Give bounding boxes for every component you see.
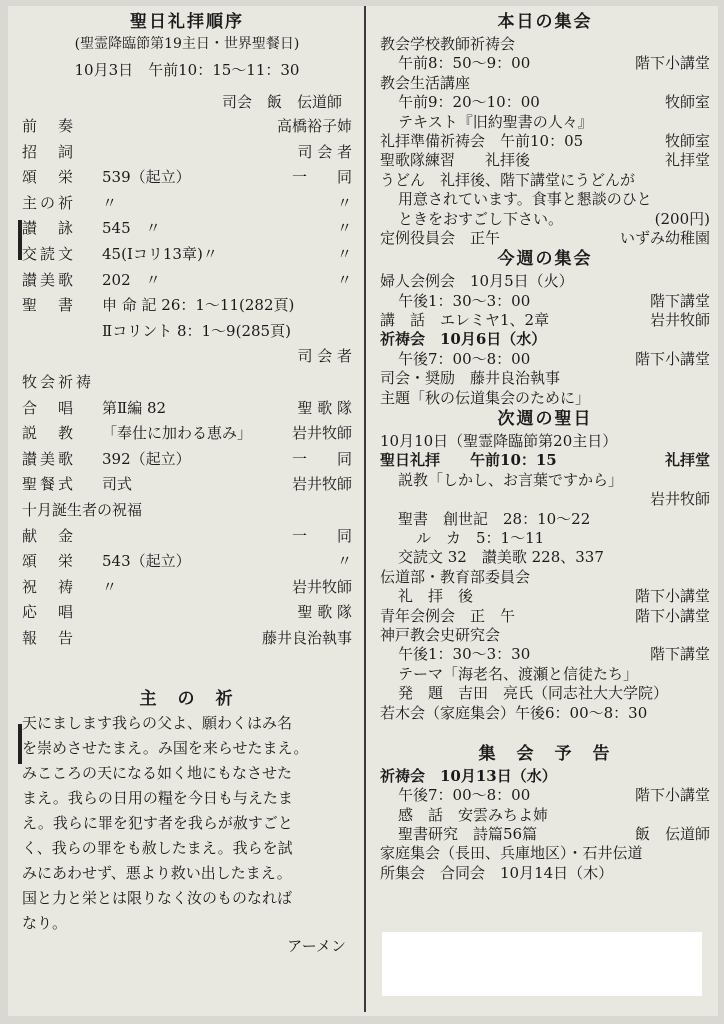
next-text: 10月10日（聖霊降臨節第20主日） xyxy=(380,432,618,451)
order-item: 牧会祈祷 xyxy=(22,372,95,391)
order-item: 合 唱 xyxy=(22,398,77,417)
notice-list xyxy=(380,766,710,882)
next-text: 聖日礼拝 午前10：15 xyxy=(380,451,557,470)
order-row xyxy=(22,218,352,244)
next-text: 発 題 吉田 亮氏（同志社大大学院） xyxy=(398,684,669,703)
order-detail: 司式 xyxy=(102,475,133,494)
order-detail: 202 〃 xyxy=(102,270,161,289)
order-row xyxy=(22,116,352,142)
prayer-line: え。我らに罪を犯す者を我らが赦すごと xyxy=(22,814,293,833)
today-text: 午前9：20〜10：00 xyxy=(398,93,540,112)
today-line xyxy=(380,92,710,111)
week-line xyxy=(380,329,710,348)
order-person: 岩井牧師 xyxy=(291,424,352,443)
order-person: 一 同 xyxy=(291,526,352,545)
order-person: 〃 xyxy=(336,219,352,238)
order-item: 説 教 xyxy=(22,424,77,443)
next-line xyxy=(380,509,710,528)
order-row xyxy=(22,398,352,424)
lords-prayer-title: 主 の 祈 xyxy=(139,689,235,710)
today-title: 本日の集会 xyxy=(497,12,593,32)
service-datetime: 10月3日 午前10：15〜11：30 xyxy=(74,61,300,79)
today-text: 教会生活講座 xyxy=(380,73,471,92)
today-line xyxy=(380,189,710,208)
today-line xyxy=(380,150,710,169)
today-text: 用意されています。食事と懇談のひと xyxy=(398,190,652,209)
next-text: テーマ「海老名、渡瀬と信徒たち」 xyxy=(398,664,639,683)
week-text: 祈祷会 10月6日（水） xyxy=(380,330,547,349)
blank-area xyxy=(382,932,702,996)
next-line xyxy=(380,489,710,508)
order-detail: 申 命 記 26：1〜11(282頁) xyxy=(102,296,295,315)
order-detail: 〃 xyxy=(102,193,118,212)
order-person: 聖 歌 隊 xyxy=(297,603,352,622)
prayer-line: を崇めさせたまえ。み国を来らせたまえ。 xyxy=(22,739,309,758)
order-detail: 545 〃 xyxy=(102,219,161,238)
today-place: (200円) xyxy=(654,209,710,228)
order-item: 招 詞 xyxy=(22,142,77,161)
order-row xyxy=(22,526,352,552)
next-line xyxy=(380,683,710,702)
next-line xyxy=(380,450,710,469)
prayer-line: みにあわせず、悪より救い出したまえ。 xyxy=(22,864,292,883)
order-person: 〃 xyxy=(336,270,352,289)
order-row xyxy=(22,244,352,270)
service-subtitle: (聖霊降臨節第19主日・世界聖餐日) xyxy=(74,36,300,52)
order-person: 司 会 者 xyxy=(297,347,352,366)
order-row xyxy=(22,193,352,219)
prayer-line: 天にまします我らの父よ、願わくはみ名 xyxy=(22,714,293,733)
order-detail: 539（起立） xyxy=(102,168,191,187)
next-line xyxy=(380,664,710,683)
order-row xyxy=(22,423,352,449)
order-detail: 543（起立） xyxy=(102,552,191,571)
prayer-line: く、我らの罪をも赦したまえ。我らを試 xyxy=(22,839,293,858)
next-line xyxy=(380,625,710,644)
order-row xyxy=(22,270,352,296)
week-place: 岩井牧師 xyxy=(649,311,710,330)
today-text: 教会学校教師祈祷会 xyxy=(380,35,516,53)
today-text: うどん 礼拝後、階下講堂にうどんが xyxy=(380,170,636,189)
notice-line xyxy=(380,863,710,882)
order-item: 献 金 xyxy=(22,526,77,545)
next-text: 午後1：30〜3：30 xyxy=(398,645,531,664)
today-text: 定例役員会 正午 xyxy=(380,228,501,247)
next-line xyxy=(380,470,710,489)
today-text: テキスト『旧約聖書の人々』 xyxy=(398,112,593,131)
order-item: 前 奏 xyxy=(22,117,77,135)
order-detail: 45(Ⅰコリ13章)〃 xyxy=(102,244,218,263)
order-row xyxy=(22,628,352,654)
order-item: 讃 詠 xyxy=(22,219,77,238)
order-item: 報 告 xyxy=(22,628,77,647)
week-line xyxy=(380,310,710,329)
week-text: 午後1：30〜3：00 xyxy=(398,291,531,310)
week-line xyxy=(380,271,710,290)
notice-text: 所集会 合同会 10月14日（木） xyxy=(380,863,614,882)
next-place: 礼拝堂 xyxy=(664,451,710,470)
next-place: 階下小講堂 xyxy=(634,606,710,625)
order-row xyxy=(22,577,352,603)
week-text: 午後7：00〜8：00 xyxy=(398,349,531,368)
today-text: 礼拝準備祈祷会 午前10：05 xyxy=(380,131,584,150)
order-of-service xyxy=(22,116,352,653)
notice-line xyxy=(380,843,710,862)
column-divider xyxy=(364,6,366,1012)
order-item: 聖 書 xyxy=(22,296,77,315)
next-text: 伝道部・教育部委員会 xyxy=(380,567,531,586)
order-row xyxy=(22,295,352,321)
week-text: 司会・奨励 藤井良治執事 xyxy=(380,369,561,388)
next-text: 若木会（家庭集会）午後6：00〜8：30 xyxy=(380,703,648,722)
today-place: いずみ幼稚園 xyxy=(619,228,710,247)
order-item: 主の祈 xyxy=(22,193,77,212)
order-detail: Ⅱコリント 8：1〜9(285頁) xyxy=(102,321,291,340)
order-detail: 第Ⅱ編 82 xyxy=(102,398,167,417)
notice-text: 祈祷会 10月13日（水） xyxy=(380,766,557,785)
notice-text: 家庭集会（長田、兵庫地区）・石井伝道 xyxy=(380,844,643,863)
next-text: 神戸教会史研究会 xyxy=(380,625,501,644)
today-line xyxy=(380,131,710,150)
order-person: 一 同 xyxy=(291,449,352,468)
order-row xyxy=(22,142,352,168)
next-text: ル カ 5：1〜11 xyxy=(416,528,545,547)
order-item: 讃美歌 xyxy=(22,449,77,468)
week-line xyxy=(380,291,710,310)
order-person: 高橋裕子姉 xyxy=(276,117,352,135)
order-person: 司 会 者 xyxy=(297,142,352,161)
week-text: 講 話 エレミヤ1、2章 xyxy=(380,311,550,330)
today-text: 聖歌隊練習 礼拝後 xyxy=(380,151,531,170)
order-person: 藤井良治執事 xyxy=(261,628,352,647)
prayer-line: 国と力と栄とは限りなく汝のものなれば xyxy=(22,889,293,908)
prayer-line: まえ。我らの日用の糧を今日も与えたま xyxy=(22,789,293,808)
order-row xyxy=(22,167,352,193)
today-place: 牧師室 xyxy=(664,93,710,112)
notice-line xyxy=(380,805,710,824)
next-line xyxy=(380,644,710,663)
today-list xyxy=(380,34,710,247)
order-item: 頌 栄 xyxy=(22,168,77,187)
order-row xyxy=(22,372,352,398)
next-text: 聖書 創世記 28：10〜22 xyxy=(398,509,591,528)
order-row xyxy=(22,602,352,628)
today-line xyxy=(380,170,710,189)
order-item: 交読文 xyxy=(22,244,77,263)
order-row xyxy=(22,449,352,475)
today-line xyxy=(380,53,710,72)
week-title: 今週の集会 xyxy=(497,249,593,270)
order-item: 応 唱 xyxy=(22,603,77,622)
order-row xyxy=(22,321,352,347)
week-text: 婦人会例会 10月5日（火） xyxy=(380,272,574,291)
next-text: 交読文 32 讃美歌 228、337 xyxy=(398,548,604,567)
order-person: 一 同 xyxy=(291,168,352,187)
right-column xyxy=(380,10,710,882)
order-row xyxy=(22,551,352,577)
week-place: 階下小講堂 xyxy=(634,349,710,368)
next-line xyxy=(380,431,710,450)
order-person: 岩井牧師 xyxy=(291,577,352,596)
next-place: 階下講堂 xyxy=(649,645,710,664)
today-line xyxy=(380,112,710,131)
next-text: 青年会例会 正 午 xyxy=(380,606,516,625)
order-item: 讃美歌 xyxy=(22,270,77,289)
today-line xyxy=(380,73,710,92)
order-detail: 392（起立） xyxy=(102,449,191,468)
next-line xyxy=(380,567,710,586)
next-line xyxy=(380,547,710,566)
order-item: 頌 栄 xyxy=(22,552,77,571)
week-place: 階下講堂 xyxy=(649,291,710,310)
next-text: 礼 拝 後 xyxy=(398,587,474,606)
notice-place: 階下小講堂 xyxy=(634,786,710,805)
today-place: 礼拝堂 xyxy=(664,151,710,170)
week-line xyxy=(380,368,710,387)
next-line xyxy=(380,528,710,547)
next-line xyxy=(380,586,710,605)
today-line xyxy=(380,228,710,247)
notice-text: 聖書研究 詩篇56篇 xyxy=(398,825,538,844)
notice-text: 感 話 安雲みちよ姉 xyxy=(398,805,549,824)
notice-place: 飯 伝道師 xyxy=(634,825,710,844)
notice-line xyxy=(380,824,710,843)
prayer-line: みこころの天になる如く地にもなさせた xyxy=(22,764,293,783)
today-place: 牧師室 xyxy=(664,131,710,150)
next-list xyxy=(380,431,710,722)
today-line xyxy=(380,34,710,53)
order-row xyxy=(22,346,352,372)
next-line xyxy=(380,606,710,625)
notice-line xyxy=(380,766,710,785)
week-list xyxy=(380,271,710,407)
today-text: ときをおすごし下さい。 xyxy=(398,209,564,228)
today-place: 階下小講堂 xyxy=(634,54,710,73)
next-text: 説教「しかし、お言葉ですから」 xyxy=(398,470,624,489)
week-line xyxy=(380,349,710,368)
order-person: 〃 xyxy=(336,552,352,571)
order-person: 岩井牧師 xyxy=(291,475,352,494)
week-text: 主題「秋の伝道集会のために」 xyxy=(380,388,591,407)
presider: 司会 飯 伝道師 xyxy=(221,93,342,111)
next-title: 次週の聖日 xyxy=(497,409,593,430)
next-line xyxy=(380,703,710,722)
service-title: 聖日礼拝順序 xyxy=(130,12,244,32)
order-detail: 〃 xyxy=(102,577,118,596)
order-person: 聖 歌 隊 xyxy=(297,398,352,417)
today-line xyxy=(380,209,710,228)
prayer-line: なり。 xyxy=(22,914,68,933)
order-item: 十月誕生者の祝福 xyxy=(22,500,143,519)
notice-title: 集 会 予 告 xyxy=(478,743,612,764)
lords-prayer-text xyxy=(22,711,352,936)
next-place: 岩井牧師 xyxy=(649,490,710,509)
order-row xyxy=(22,474,352,500)
order-person: 〃 xyxy=(336,244,352,263)
order-detail: 「奉仕に加わる恵み」 xyxy=(102,424,253,443)
order-row xyxy=(22,500,352,526)
notice-line xyxy=(380,785,710,804)
today-text: 午前8：50〜9：00 xyxy=(398,54,531,73)
order-person: 〃 xyxy=(336,193,352,212)
order-item: 聖餐式 xyxy=(22,475,77,494)
left-column xyxy=(22,10,352,956)
order-item: 祝 祷 xyxy=(22,577,77,596)
next-place: 階下小講堂 xyxy=(634,587,710,606)
notice-text: 午後7：00〜8：00 xyxy=(398,786,531,805)
week-line xyxy=(380,388,710,407)
amen: アーメン xyxy=(287,937,346,956)
